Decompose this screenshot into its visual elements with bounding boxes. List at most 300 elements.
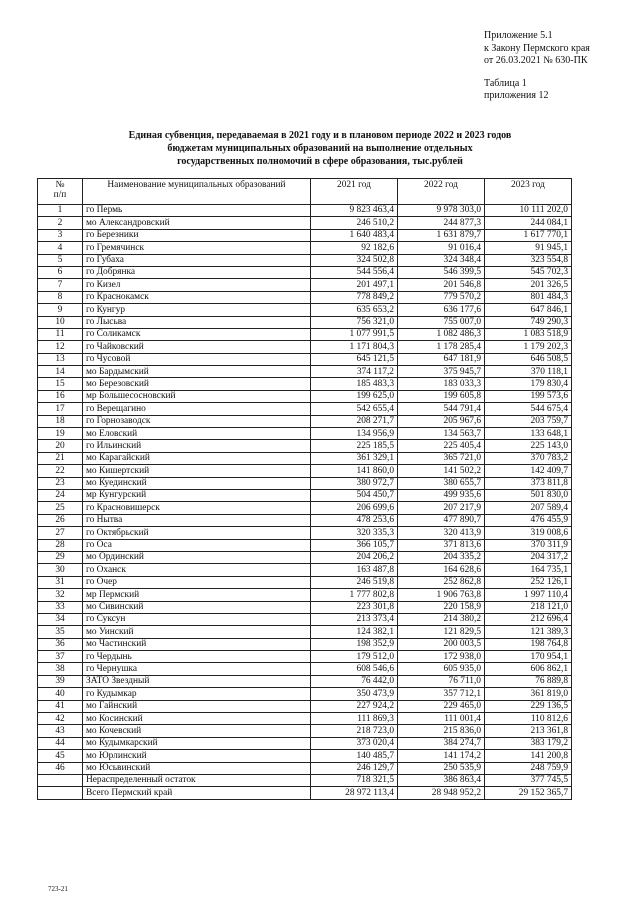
municipality-name: го Соликамск (83, 328, 311, 340)
value-2023: 370 783,2 (485, 452, 572, 464)
table-row (38, 700, 572, 712)
municipality-name: го Добрянка (83, 266, 311, 278)
value-2023: 370 118,1 (485, 366, 572, 378)
appendix-header (484, 30, 590, 103)
row-number: 21 (38, 452, 83, 464)
row-number: 39 (38, 675, 83, 687)
value-2021: 124 382,1 (311, 626, 398, 638)
row-number: 19 (38, 428, 83, 440)
value-2023: 248 759,9 (485, 762, 572, 774)
value-2023: 1 083 518,9 (485, 328, 572, 340)
value-2023: 323 554,8 (485, 254, 572, 266)
table-header-row (38, 179, 572, 205)
municipality-name: го Ильинский (83, 440, 311, 452)
row-number: 7 (38, 279, 83, 291)
municipality-name: го Красновишерск (83, 502, 311, 514)
value-2021: 366 105,7 (311, 539, 398, 551)
row-number: 3 (38, 229, 83, 241)
value-2023: 244 084,1 (485, 217, 572, 229)
row-number: 10 (38, 316, 83, 328)
table-row (38, 205, 572, 217)
municipality-name: го Гремячинск (83, 242, 311, 254)
value-2023: 212 696,4 (485, 613, 572, 625)
table-row (38, 787, 572, 799)
row-number: 37 (38, 651, 83, 663)
value-2022: 141 502,2 (398, 465, 485, 477)
municipality-name: мр Пермский (83, 589, 311, 601)
value-2021: 92 182,6 (311, 242, 398, 254)
table-row (38, 242, 572, 254)
municipality-name: го Чердынь (83, 651, 311, 663)
municipality-name: мо Карагайский (83, 452, 311, 464)
row-number: 38 (38, 663, 83, 675)
value-2023: 76 889,8 (485, 675, 572, 687)
value-2021: 478 253,6 (311, 514, 398, 526)
title-line: бюджетам муниципальных образований на выполнение отдельных (167, 143, 473, 154)
row-number: 26 (38, 514, 83, 526)
value-2022: 546 399,5 (398, 266, 485, 278)
value-2022: 9 978 303,0 (398, 205, 485, 217)
value-2023: 142 409,7 (485, 465, 572, 477)
value-2021: 227 924,2 (311, 700, 398, 712)
municipality-name: мо Уинский (83, 626, 311, 638)
value-2022: 324 348,4 (398, 254, 485, 266)
row-number: 22 (38, 465, 83, 477)
value-2021: 206 699,6 (311, 502, 398, 514)
table-row (38, 688, 572, 700)
row-number: 32 (38, 589, 83, 601)
municipality-name: мо Еловский (83, 428, 311, 440)
value-2023: 501 830,0 (485, 489, 572, 501)
value-2022: 477 890,7 (398, 514, 485, 526)
table-row (38, 564, 572, 576)
value-2022: 1 906 763,8 (398, 589, 485, 601)
row-number: 18 (38, 415, 83, 427)
value-2022: 172 938,0 (398, 651, 485, 663)
value-2022: 375 945,7 (398, 366, 485, 378)
table-row (38, 626, 572, 638)
row-number: 24 (38, 489, 83, 501)
value-2023: 383 179,2 (485, 737, 572, 749)
row-number: 12 (38, 341, 83, 353)
table-row (38, 266, 572, 278)
value-2022: 214 380,2 (398, 613, 485, 625)
value-2022: 371 813,6 (398, 539, 485, 551)
row-number: 42 (38, 713, 83, 725)
header-num: № п/п (38, 179, 83, 205)
value-2022: 201 546,8 (398, 279, 485, 291)
table-row (38, 489, 572, 501)
value-2022: 220 158,9 (398, 601, 485, 613)
value-2022: 365 721,0 (398, 452, 485, 464)
value-2022: 207 217,9 (398, 502, 485, 514)
value-2023: 545 702,3 (485, 266, 572, 278)
row-number: 28 (38, 539, 83, 551)
table-row (38, 229, 572, 241)
value-2021: 28 972 113,4 (311, 787, 398, 799)
table-row (38, 601, 572, 613)
value-2023: 749 290,3 (485, 316, 572, 328)
table-row (38, 378, 572, 390)
row-number: 33 (38, 601, 83, 613)
table-row (38, 551, 572, 563)
value-2022: 91 016,4 (398, 242, 485, 254)
row-number: 44 (38, 737, 83, 749)
header-2023: 2023 год (485, 179, 572, 205)
row-number: 15 (38, 378, 83, 390)
value-2021: 185 483,3 (311, 378, 398, 390)
row-number: 46 (38, 762, 83, 774)
value-2023: 1 997 110,4 (485, 589, 572, 601)
value-2022: 647 181,9 (398, 353, 485, 365)
value-2022: 386 863,4 (398, 774, 485, 786)
municipality-name: мо Кудымкарский (83, 737, 311, 749)
value-2021: 140 485,7 (311, 750, 398, 762)
table-row (38, 452, 572, 464)
table-row (38, 514, 572, 526)
value-2021: 718 321,5 (311, 774, 398, 786)
municipality-name: го Нытва (83, 514, 311, 526)
value-2022: 111 001,4 (398, 713, 485, 725)
row-number (38, 774, 83, 786)
value-2021: 76 442,0 (311, 675, 398, 687)
footer-code: 723-21 (48, 885, 68, 893)
value-2022: 199 605,8 (398, 390, 485, 402)
value-2021: 201 497,1 (311, 279, 398, 291)
title-line: государственных полномочий в сфере образования, тыс.рублей (177, 156, 463, 167)
municipality-name: го Очер (83, 576, 311, 588)
value-2022: 755 007,0 (398, 316, 485, 328)
table-row (38, 725, 572, 737)
subvention-table (37, 178, 572, 800)
value-2021: 504 450,7 (311, 489, 398, 501)
row-number: 40 (38, 688, 83, 700)
value-2023: 646 508,5 (485, 353, 572, 365)
municipality-name: го Краснокамск (83, 291, 311, 303)
row-number: 41 (38, 700, 83, 712)
value-2021: 635 653,2 (311, 304, 398, 316)
value-2022: 229 465,0 (398, 700, 485, 712)
value-2023: 225 143,0 (485, 440, 572, 452)
value-2021: 373 020,4 (311, 737, 398, 749)
value-2023: 801 484,3 (485, 291, 572, 303)
table-row (38, 390, 572, 402)
table-row (38, 737, 572, 749)
value-2023: 1 179 202,3 (485, 341, 572, 353)
value-2023: 170 954,1 (485, 651, 572, 663)
table-row (38, 750, 572, 762)
value-2022: 384 274,7 (398, 737, 485, 749)
value-2021: 756 321,0 (311, 316, 398, 328)
table-row (38, 663, 572, 675)
value-2022: 28 948 952,2 (398, 787, 485, 799)
municipality-name: го Горнозаводск (83, 415, 311, 427)
municipality-name: го Кудымкар (83, 688, 311, 700)
value-2021: 1 171 804,3 (311, 341, 398, 353)
table-row (38, 576, 572, 588)
municipality-name: мо Частинский (83, 638, 311, 650)
row-number: 35 (38, 626, 83, 638)
value-2021: 134 956,9 (311, 428, 398, 440)
value-2023: 606 862,1 (485, 663, 572, 675)
header-2022: 2022 год (398, 179, 485, 205)
value-2021: 246 519,8 (311, 576, 398, 588)
table-row (38, 254, 572, 266)
municipality-name: Всего Пермский край (83, 787, 311, 799)
table-row (38, 316, 572, 328)
municipality-name: го Лысьва (83, 316, 311, 328)
value-2022: 605 935,0 (398, 663, 485, 675)
value-2021: 141 860,0 (311, 465, 398, 477)
value-2022: 183 033,3 (398, 378, 485, 390)
value-2021: 204 206,2 (311, 551, 398, 563)
value-2021: 1 077 991,5 (311, 328, 398, 340)
table-row (38, 539, 572, 551)
municipality-name: го Чайковский (83, 341, 311, 353)
table-row (38, 403, 572, 415)
municipality-name: Нераспределенный остаток (83, 774, 311, 786)
municipality-name: мр Кунгурский (83, 489, 311, 501)
value-2023: 201 326,5 (485, 279, 572, 291)
table-row (38, 304, 572, 316)
table-row (38, 502, 572, 514)
title-line: Единая субвенция, передаваемая в 2021 году и в плановом периоде 2022 и 2023 годов (128, 130, 512, 141)
row-number: 5 (38, 254, 83, 266)
value-2021: 246 510,2 (311, 217, 398, 229)
row-number: 31 (38, 576, 83, 588)
table-body (38, 205, 572, 800)
value-2022: 252 862,8 (398, 576, 485, 588)
appendix-line: к Закону Пермского края (484, 42, 590, 54)
municipality-name: мо Кочевский (83, 725, 311, 737)
municipality-name: го Октябрьский (83, 527, 311, 539)
value-2023: 544 675,4 (485, 403, 572, 415)
value-2022: 380 655,7 (398, 477, 485, 489)
table-row (38, 762, 572, 774)
value-2022: 204 335,2 (398, 551, 485, 563)
municipality-name: го Кунгур (83, 304, 311, 316)
value-2023: 141 200,8 (485, 750, 572, 762)
row-number: 20 (38, 440, 83, 452)
municipality-name: го Оханск (83, 564, 311, 576)
row-number: 8 (38, 291, 83, 303)
value-2021: 361 329,1 (311, 452, 398, 464)
value-2021: 223 301,8 (311, 601, 398, 613)
row-number: 1 (38, 205, 83, 217)
row-number: 27 (38, 527, 83, 539)
value-2022: 215 836,0 (398, 725, 485, 737)
row-number: 6 (38, 266, 83, 278)
municipality-name: го Оса (83, 539, 311, 551)
table-row (38, 675, 572, 687)
municipality-name: го Березники (83, 229, 311, 241)
value-2023: 199 573,6 (485, 390, 572, 402)
value-2023: 203 759,7 (485, 415, 572, 427)
value-2021: 324 502,8 (311, 254, 398, 266)
municipality-name: мо Куединский (83, 477, 311, 489)
value-2021: 645 121,5 (311, 353, 398, 365)
municipality-name: го Чернушка (83, 663, 311, 675)
row-number: 45 (38, 750, 83, 762)
row-number: 14 (38, 366, 83, 378)
value-2021: 374 117,2 (311, 366, 398, 378)
value-2021: 9 823 463,4 (311, 205, 398, 217)
table-row (38, 477, 572, 489)
value-2023: 213 361,8 (485, 725, 572, 737)
value-2021: 246 129,7 (311, 762, 398, 774)
value-2023: 91 945,1 (485, 242, 572, 254)
value-2022: 76 711,0 (398, 675, 485, 687)
appendix-line: Таблица 1 (484, 77, 527, 89)
table-row (38, 774, 572, 786)
municipality-name: мо Юрлинский (83, 750, 311, 762)
value-2022: 320 413,9 (398, 527, 485, 539)
value-2023: 373 811,8 (485, 477, 572, 489)
value-2021: 111 869,3 (311, 713, 398, 725)
table-row (38, 589, 572, 601)
value-2022: 250 535,9 (398, 762, 485, 774)
table-row (38, 465, 572, 477)
municipality-name: мо Ординский (83, 551, 311, 563)
municipality-name: го Верещагино (83, 403, 311, 415)
municipality-name: го Губаха (83, 254, 311, 266)
value-2023: 204 317,2 (485, 551, 572, 563)
value-2021: 208 271,7 (311, 415, 398, 427)
row-number: 30 (38, 564, 83, 576)
table-row (38, 341, 572, 353)
table-row (38, 279, 572, 291)
row-number: 13 (38, 353, 83, 365)
municipality-name: мо Юсьвинский (83, 762, 311, 774)
table-row (38, 328, 572, 340)
value-2023: 1 617 770,1 (485, 229, 572, 241)
value-2023: 10 111 202,0 (485, 205, 572, 217)
municipality-name: мо Косинский (83, 713, 311, 725)
value-2022: 121 829,5 (398, 626, 485, 638)
table-row (38, 366, 572, 378)
value-2022: 636 177,6 (398, 304, 485, 316)
value-2021: 350 473,9 (311, 688, 398, 700)
row-number: 4 (38, 242, 83, 254)
municipality-name: мо Бардымский (83, 366, 311, 378)
value-2021: 198 352,9 (311, 638, 398, 650)
value-2021: 1 640 483,4 (311, 229, 398, 241)
value-2023: 121 389,3 (485, 626, 572, 638)
table-row (38, 638, 572, 650)
table-row (38, 651, 572, 663)
table-row (38, 353, 572, 365)
value-2023: 370 311,9 (485, 539, 572, 551)
value-2021: 199 625,0 (311, 390, 398, 402)
table-row (38, 415, 572, 427)
value-2022: 200 003,5 (398, 638, 485, 650)
municipality-name: го Чусовой (83, 353, 311, 365)
value-2022: 164 628,6 (398, 564, 485, 576)
row-number: 36 (38, 638, 83, 650)
municipality-name: го Кизел (83, 279, 311, 291)
value-2022: 499 935,6 (398, 489, 485, 501)
value-2023: 207 589,4 (485, 502, 572, 514)
value-2022: 1 082 486,3 (398, 328, 485, 340)
municipality-name: мо Гайнский (83, 700, 311, 712)
municipality-name: мо Сивинский (83, 601, 311, 613)
value-2021: 1 777 802,8 (311, 589, 398, 601)
value-2022: 357 712,1 (398, 688, 485, 700)
value-2021: 542 655,4 (311, 403, 398, 415)
value-2023: 647 846,1 (485, 304, 572, 316)
value-2023: 218 121,0 (485, 601, 572, 613)
value-2022: 225 405,4 (398, 440, 485, 452)
municipality-name: го Пермь (83, 205, 311, 217)
value-2022: 244 877,3 (398, 217, 485, 229)
row-number: 23 (38, 477, 83, 489)
row-number: 25 (38, 502, 83, 514)
municipality-name: ЗАТО Звездный (83, 675, 311, 687)
value-2023: 377 745,5 (485, 774, 572, 786)
table-row (38, 440, 572, 452)
value-2023: 229 136,5 (485, 700, 572, 712)
row-number: 9 (38, 304, 83, 316)
value-2023: 252 126,1 (485, 576, 572, 588)
value-2021: 225 185,5 (311, 440, 398, 452)
municipality-name: мо Березовский (83, 378, 311, 390)
row-number: 29 (38, 551, 83, 563)
row-number: 43 (38, 725, 83, 737)
value-2023: 29 152 365,7 (485, 787, 572, 799)
value-2021: 179 512,0 (311, 651, 398, 663)
municipality-name: мо Кишертский (83, 465, 311, 477)
value-2021: 213 373,4 (311, 613, 398, 625)
header-name: Наименование муниципальных образований (83, 179, 311, 205)
row-number: 11 (38, 328, 83, 340)
value-2023: 133 648,1 (485, 428, 572, 440)
table-row (38, 527, 572, 539)
value-2023: 179 830,4 (485, 378, 572, 390)
table-row (38, 291, 572, 303)
value-2022: 544 791,4 (398, 403, 485, 415)
appendix-line: приложения 12 (484, 90, 549, 101)
value-2021: 163 487,8 (311, 564, 398, 576)
value-2021: 544 556,4 (311, 266, 398, 278)
value-2021: 608 546,6 (311, 663, 398, 675)
row-number (38, 787, 83, 799)
appendix-line: от 26.03.2021 № 630-ПК (484, 55, 588, 66)
municipality-name: мр Большесосновский (83, 390, 311, 402)
value-2023: 361 819,0 (485, 688, 572, 700)
table-row (38, 428, 572, 440)
value-2023: 110 812,6 (485, 713, 572, 725)
row-number: 34 (38, 613, 83, 625)
table-row (38, 217, 572, 229)
value-2021: 778 849,2 (311, 291, 398, 303)
value-2023: 164 735,1 (485, 564, 572, 576)
value-2023: 319 008,6 (485, 527, 572, 539)
row-number: 17 (38, 403, 83, 415)
header-2021: 2021 год (311, 179, 398, 205)
value-2023: 476 455,9 (485, 514, 572, 526)
row-number: 16 (38, 390, 83, 402)
value-2022: 1 631 879,7 (398, 229, 485, 241)
row-number: 2 (38, 217, 83, 229)
value-2022: 205 967,6 (398, 415, 485, 427)
appendix-line: Приложение 5.1 (484, 30, 553, 41)
value-2021: 380 972,7 (311, 477, 398, 489)
value-2022: 1 178 285,4 (398, 341, 485, 353)
table-row (38, 713, 572, 725)
document-title (40, 129, 600, 168)
value-2021: 218 723,0 (311, 725, 398, 737)
value-2021: 320 335,3 (311, 527, 398, 539)
